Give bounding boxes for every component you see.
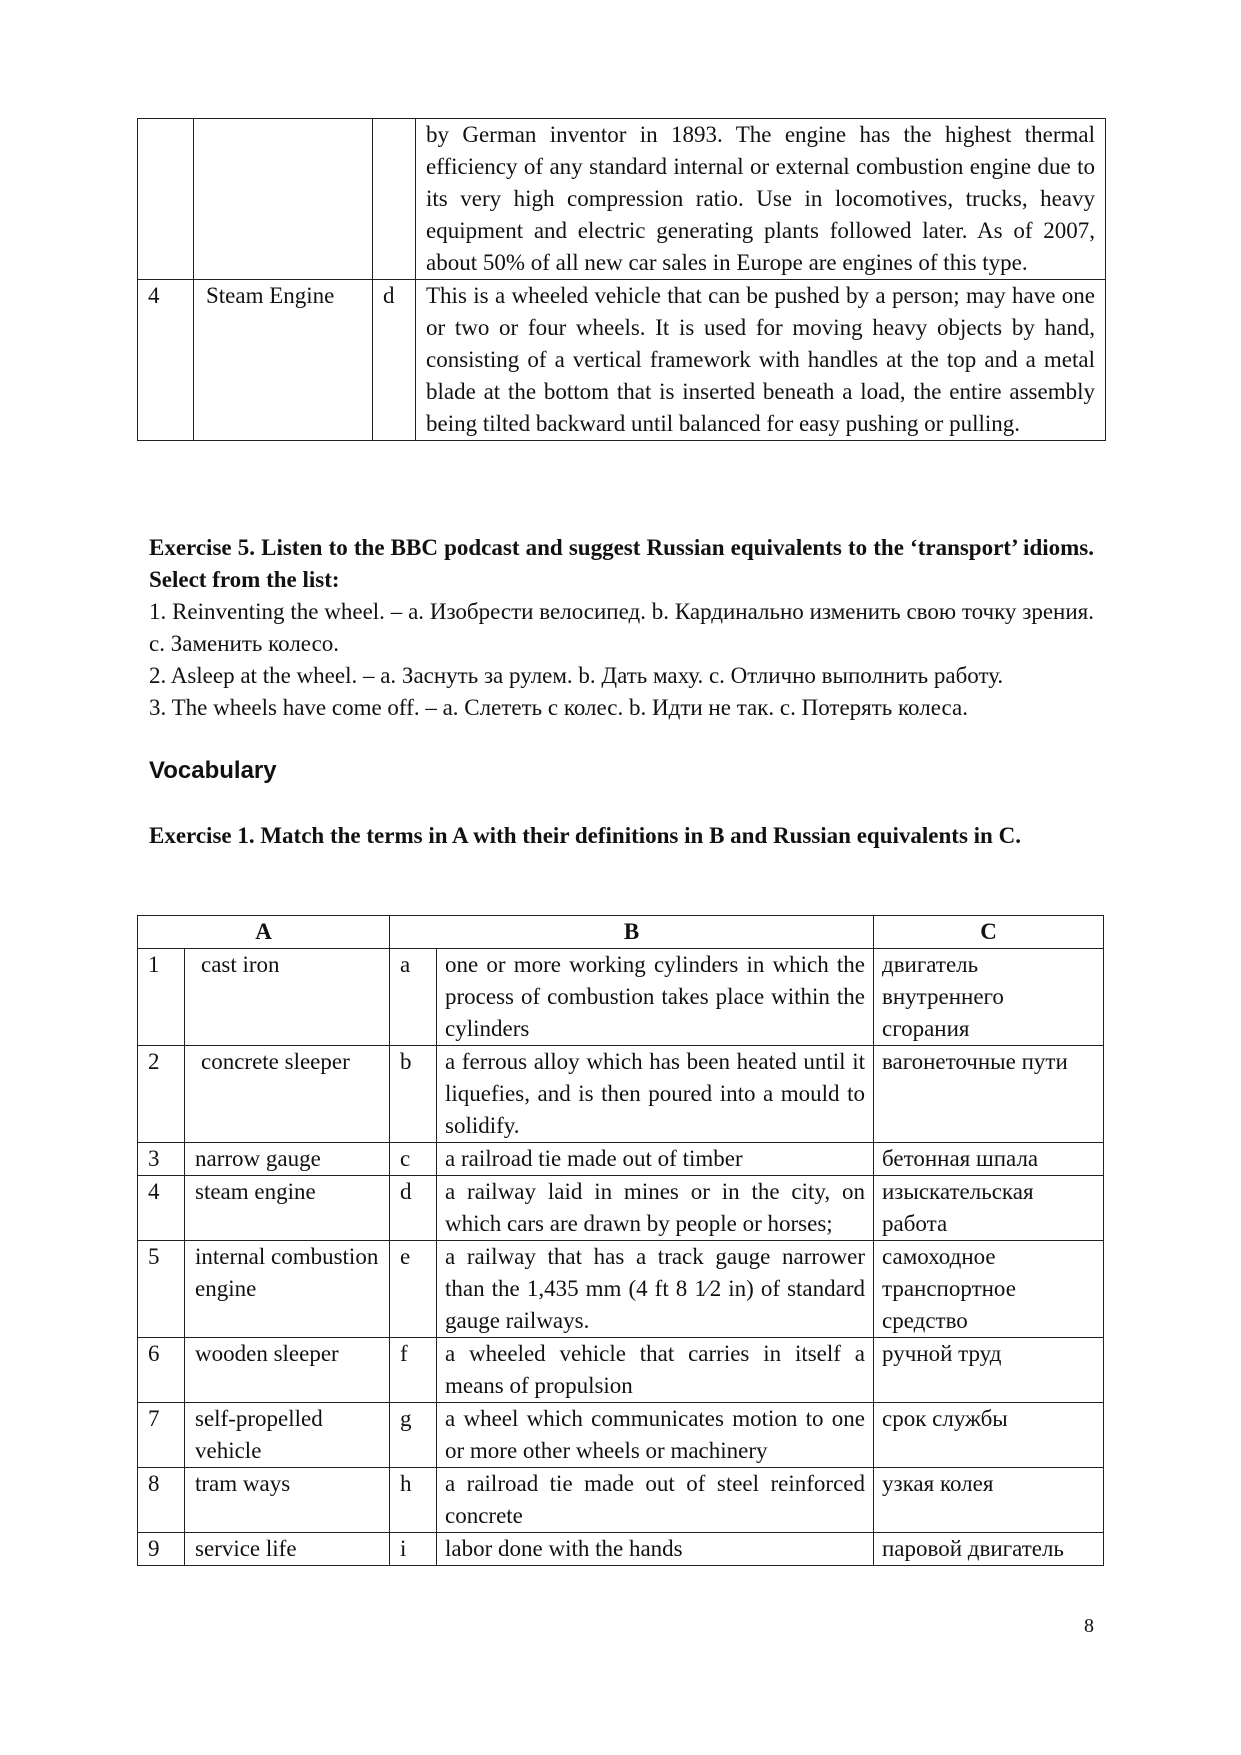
row-number [138,119,194,280]
table-row [138,1403,1104,1468]
row-letter: f [390,1338,437,1403]
row-term: self-propelled vehicle [185,1403,390,1468]
row-definition: one or more working cylinders in which the process of combustion takes place within the cylinders [437,949,874,1046]
row-letter: a [390,949,437,1046]
row-number: 9 [138,1533,185,1566]
row-definition: a railroad tie made out of steel reinforced concrete [437,1468,874,1533]
table-row [138,1046,1104,1143]
row-letter: b [390,1046,437,1143]
exercise-5-item-3: 3. The wheels have come off. – a. Слететь с колес. b. Идти не так. c. Потерять колеса. [149,695,968,720]
column-header-c: C [874,916,1104,949]
row-russian: ручной труд [874,1338,1104,1403]
table-row [138,1468,1104,1533]
exercise-5-item-2: 2. Asleep at the wheel. – a. Заснуть за рулем. b. Дать маху. c. Отлично выполнить работу. [149,663,1004,688]
row-number: 4 [138,1176,185,1241]
row-letter: i [390,1533,437,1566]
row-russian: двигатель внутреннего сгорания [874,949,1104,1046]
row-term: concrete sleeper [185,1046,390,1143]
row-letter: g [390,1403,437,1468]
row-description: This is a wheeled vehicle that can be pushed by a person; may have one or two or four wheels. It is used for moving heavy objects by hand, consisting of a vertical framework with handles at the top and a metal blade at the bottom that is inserted beneath a load, the entire assembly being tilted backward until balanced for easy pushing or pulling. [416,280,1106,441]
row-number: 3 [138,1143,185,1176]
engines-table-continued [137,118,1106,441]
row-definition: a railroad tie made out of timber [437,1143,874,1176]
vocabulary-matching-table [137,915,1104,1566]
column-header-a: A [138,916,390,949]
row-term: steam engine [185,1176,390,1241]
row-russian: узкая колея [874,1468,1104,1533]
row-letter: h [390,1468,437,1533]
row-letter: c [390,1143,437,1176]
column-header-b: B [390,916,874,949]
exercise-5-heading: Exercise 5. Listen to the BBC podcast and suggest Russian equivalents to the ‘transport’ idioms. Select from the list: [149,535,1094,592]
row-description: by German inventor in 1893. The engine has the highest thermal efficiency of any standard internal or external combustion engine due to its very high compression ratio. Use in locomotives, trucks, heavy equipment and electric generating plants followed later. As of 2007, about 50% of all new car sales in Europe are engines of this type. [416,119,1106,280]
row-definition: a ferrous alloy which has been heated until it liquefies, and is then poured into a mould to solidify. [437,1046,874,1143]
row-letter: e [390,1241,437,1338]
table-row [138,949,1104,1046]
row-term: Steam Engine [194,280,373,441]
row-number: 4 [138,280,194,441]
row-russian: вагонеточные пути [874,1046,1104,1143]
row-number: 7 [138,1403,185,1468]
row-definition: a railway laid in mines or in the city, on which cars are drawn by people or horses; [437,1176,874,1241]
row-definition: a wheel which communicates motion to one or more other wheels or machinery [437,1403,874,1468]
row-definition: a railway that has a track gauge narrower than the 1,435 mm (4 ft 8 1⁄2 in) of standard gauge railways. [437,1241,874,1338]
row-russian: самоходное транспортное средство [874,1241,1104,1338]
row-definition: labor done with the hands [437,1533,874,1566]
row-number: 2 [138,1046,185,1143]
row-term: tram ways [185,1468,390,1533]
exercise-1-heading: Exercise 1. Match the terms in A with their definitions in B and Russian equivalents in C. [149,823,1021,848]
exercise-5-item-1: 1. Reinventing the wheel. – a. Изобрести велосипед. b. Кардинально изменить свою точку зрения. c. Заменить колесо. [149,599,1094,656]
row-term: service life [185,1533,390,1566]
row-number: 6 [138,1338,185,1403]
row-letter: d [373,280,416,441]
row-russian: бетонная шпала [874,1143,1104,1176]
row-term [194,119,373,280]
table-row [138,1533,1104,1566]
row-russian: срок службы [874,1403,1104,1468]
row-term: internal combustion engine [185,1241,390,1338]
row-number: 5 [138,1241,185,1338]
row-russian: паровой двигатель [874,1533,1104,1566]
row-russian: изыскательская работа [874,1176,1104,1241]
table-row [138,119,1106,280]
table-row [138,1143,1104,1176]
row-letter: d [390,1176,437,1241]
row-term: narrow gauge [185,1143,390,1176]
table-row [138,1338,1104,1403]
row-number: 1 [138,949,185,1046]
page-number: 8 [1084,1615,1094,1637]
table-row [138,280,1106,441]
table-row [138,1241,1104,1338]
row-number: 8 [138,1468,185,1533]
row-term: cast iron [185,949,390,1046]
row-definition: a wheeled vehicle that carries in itself a means of propulsion [437,1338,874,1403]
table-row [138,1176,1104,1241]
row-letter [373,119,416,280]
table-header-row [138,916,1104,949]
vocabulary-heading: Vocabulary [149,757,277,784]
row-term: wooden sleeper [185,1338,390,1403]
